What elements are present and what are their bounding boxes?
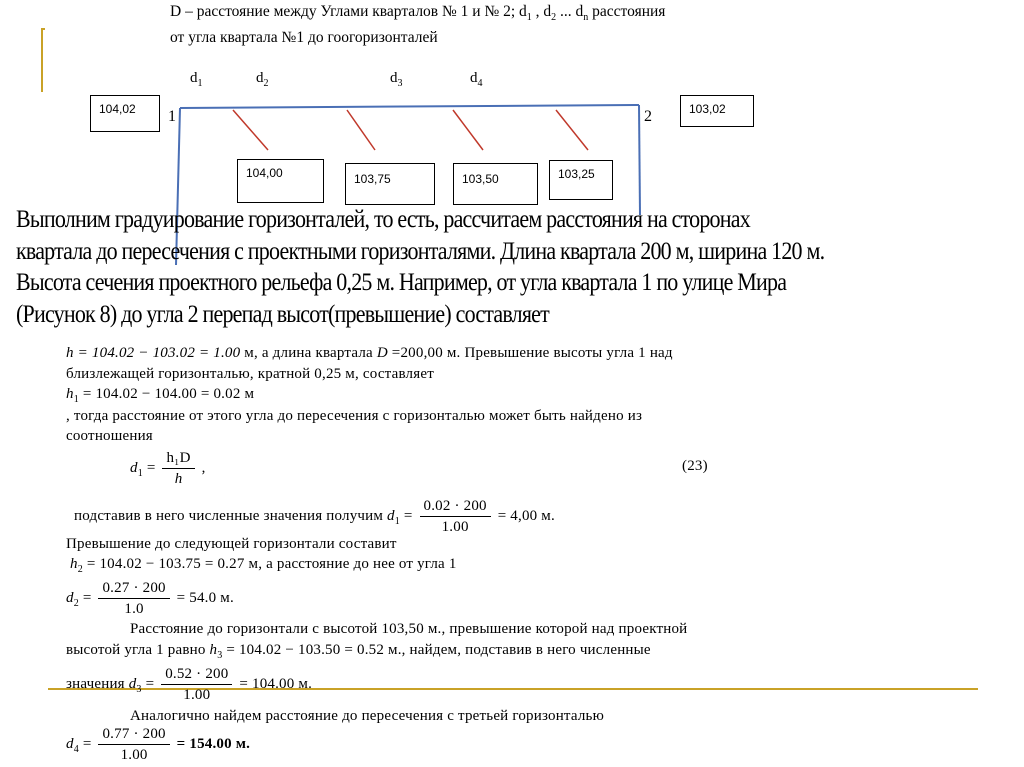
elevation-box-103-25: 103,25 <box>549 160 613 200</box>
math-line-5: соотношения <box>66 428 153 444</box>
body-paragraph <box>16 204 824 330</box>
math-line-11: высотой угла 1 равно $h_3 = 104.02 - 103.50 = 0.52$ м., найдем, подставив в него численные <box>66 642 651 661</box>
corner-1-label: 1 <box>168 108 176 125</box>
formula-23-number: (23) <box>682 458 708 474</box>
math-line-8: $h_2 = 104.02 - 103.75 = 0.27$ м, а расстояние до нее от угла 1 <box>70 556 457 575</box>
math-line-13: Аналогично найдем расстояние до пересечения с третьей горизонталью <box>130 708 604 724</box>
body-line-1: Выполним градуирование горизонталей, то есть, рассчитаем расстояния на сторонах <box>16 206 750 233</box>
label-d1: $d_1$ <box>190 70 203 89</box>
math-line-1: h = 104.02 − 103.02 = 1.00 м, а длина квартала D =200,00 м. Превышение высоты угла 1 над <box>66 345 673 361</box>
body-line-4: (Рисунок 8) до угла 2 перепад высот(превышение) составляет <box>16 300 549 328</box>
hatch-2 <box>347 110 375 150</box>
body-line-3: Высота сечения проектного рельефа 0,25 м. Например, от угла квартала 1 по улице Мира <box>16 269 787 296</box>
body-line-2: квартала до пересечения с проектными горизонталями. Длина квартала 200 м, ширина 120 м. <box>16 237 825 265</box>
hatch-1 <box>233 110 268 150</box>
elevation-box-corner2: 103,02 <box>680 95 754 127</box>
d1-fraction: $\frac{0.02 \cdot 200}{1.00}$ <box>420 496 491 537</box>
formula-23: $d_1$ = $\frac{\text{h₁D}}{h}$ , <box>130 450 206 487</box>
elevation-box-103-75: 103,75 <box>345 163 435 205</box>
d4-fraction: $\frac{0.77 \cdot 200}{1.00}$ <box>98 724 169 765</box>
corner-2-label: 2 <box>644 108 652 125</box>
formula-23-fraction: $\frac{\text{h₁D}}{h}$ <box>162 448 194 489</box>
hatch-4 <box>556 110 588 150</box>
header-line-2: от угла квартала №1 до гоогоризонталей <box>170 29 438 46</box>
contour-hatches <box>233 110 588 150</box>
elevation-box-104-00: 104,00 <box>237 159 324 203</box>
math-line-12: значения $d_3$ = $\frac{0.52 \cdot 200}{1.00}$ = 104.00 м. <box>66 666 313 703</box>
math-line-4: , тогда расстояние от этого угла до пересечения с горизонталью может быть найдено из <box>66 408 643 424</box>
d3-fraction: $\frac{0.52 \cdot 200}{1.00}$ <box>161 664 232 705</box>
math-line-3: $h_1 = 104.02 - 104.00 = 0.02$ м <box>66 386 255 405</box>
math-line-6: подставив в него численные значения получим $d_1$ = $\frac{0.02 \cdot 200}{1.00}$ = 4,00 м. <box>74 498 555 535</box>
math-line-14: $d_4$ = $\frac{0.77 \cdot 200}{1.00}$ = 154.00 м. <box>66 726 251 763</box>
d2-fraction: $\frac{0.27 \cdot 200}{1.0}$ <box>98 578 169 619</box>
math-line-9: $d_2$ = $\frac{0.27 \cdot 200}{1.0}$ = 54.0 м. <box>66 580 234 617</box>
math-line-10: Расстояние до горизонтали с высотой 103,50 м., превышение которой над проектной <box>130 621 688 637</box>
header-line-1: D – расстояние между Углами кварталов № 1 и № 2; $d_1$ , $d_2$ ... $d_n$ расстояния <box>170 3 666 24</box>
label-d4: $d_4$ <box>470 70 483 89</box>
frame-right-edge <box>639 105 640 215</box>
elevation-box-103-50: 103,50 <box>453 163 538 205</box>
hatch-3 <box>453 110 483 150</box>
elevation-box-corner1: 104,02 <box>90 95 160 132</box>
math-line-7: Превышение до следующей горизонтали составит <box>66 536 397 552</box>
math-line-2: близлежащей горизонталью, кратной 0,25 м, составляет <box>66 366 434 382</box>
frame-top-edge <box>180 105 639 108</box>
label-d3: $d_3$ <box>390 70 403 89</box>
label-d2: $d_2$ <box>256 70 269 89</box>
